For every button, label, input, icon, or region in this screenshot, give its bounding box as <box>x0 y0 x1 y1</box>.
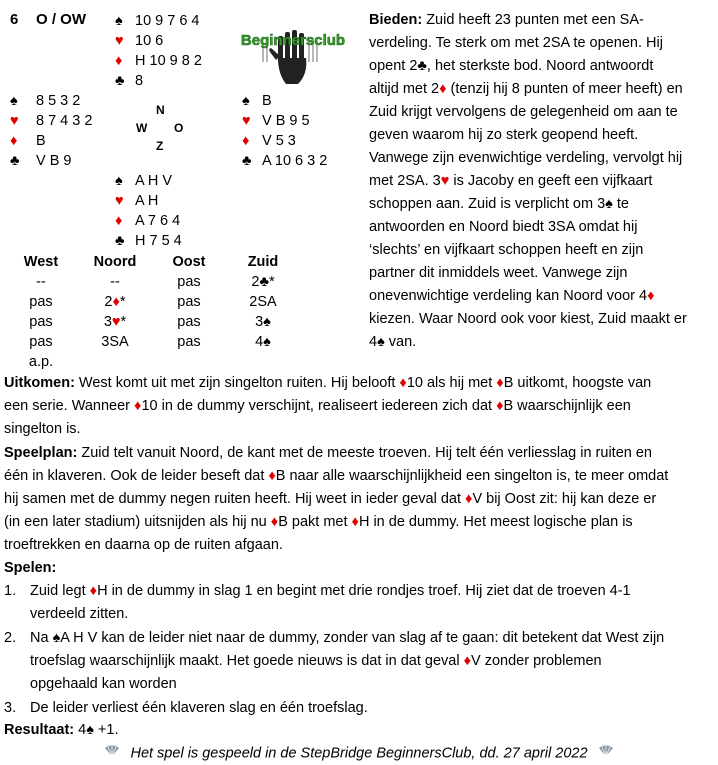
bid-cell <box>152 352 226 372</box>
east-spades: ♠ B <box>242 93 272 109</box>
uitkomen-line: singelton is. <box>4 421 81 437</box>
bid-cell: a.p. <box>28 354 54 370</box>
speelplan-line: troeftrekken en daarna op de ruiten afgaan. <box>4 537 283 553</box>
bidding-row <box>4 292 300 312</box>
bidding-table <box>4 252 300 372</box>
bid-cell: 4♠ <box>255 334 271 350</box>
board-number: 6 <box>10 11 19 28</box>
fan-icon <box>104 742 120 765</box>
list-line: opgehaald kan worden <box>30 676 177 692</box>
diamond-icon: ♦ <box>270 514 279 530</box>
bieden-line: geven waarom hij zo sterk geopend heeft. <box>369 127 639 143</box>
speelplan-line: hij samen met de dummy negen ruiten heeft. Hij weet in ieder geval dat ♦V bij Oost zit: hij kan deze er <box>4 491 657 507</box>
diamond-icon: ♦ <box>399 375 407 391</box>
bieden-line: Zuid krijgt vervolgens de gelegenheid om aan te <box>369 104 678 120</box>
west-hearts: ♥ 8 7 4 3 2 <box>10 113 93 129</box>
diamond-icon: ♦ <box>463 653 472 669</box>
bid-cell: 2♦* <box>104 294 126 310</box>
bid-cell: pas <box>29 294 53 310</box>
uitkomen-section <box>4 372 714 441</box>
heart-icon: ♥ <box>115 193 124 209</box>
speelplan-line: (in een later stadium) uitsnijden als hij nu ♦B pakt met ♦H in de dummy. Het meest logische plan is <box>4 514 633 530</box>
fan-icon <box>598 742 614 765</box>
diamond-icon: ♦ <box>115 53 123 69</box>
bidding-header-south: Zuid <box>247 254 279 270</box>
spade-icon: ♠ <box>115 173 123 189</box>
south-diamonds: ♦ A 7 6 4 <box>115 213 181 229</box>
club-icon: ♣ <box>242 153 252 169</box>
north-hearts: ♥ 10 6 <box>115 33 164 49</box>
uitkomen-label: Uitkomen: <box>4 375 75 391</box>
footer <box>0 742 718 765</box>
diamond-icon: ♦ <box>465 491 473 507</box>
bieden-line: partner dit inmiddels weet. Vanwege zijn <box>369 265 628 281</box>
bid-cell: -- <box>36 274 46 290</box>
bieden-line: verdeling. Te sterk om met 2SA te openen. Hij <box>369 35 663 51</box>
list-number: 3. <box>4 700 17 716</box>
south-hearts: ♥ A H <box>115 193 159 209</box>
list-item <box>4 580 709 626</box>
logo-text: Beginnersclub <box>240 32 346 49</box>
west-clubs: ♣ V B 9 <box>10 153 72 169</box>
speelplan-line: één in klaveren. Ook de leider beseft dat ♦B naar alle waarschijnlijkheid een singelton is, te meer omdat <box>4 468 669 484</box>
diamond-icon: ♦ <box>10 133 18 149</box>
heart-icon: ♥ <box>440 173 450 189</box>
footer-text: Het spel is gespeeld in de StepBridge BeginnersClub, dd. 27 april 2022 <box>130 745 588 762</box>
bid-cell: 3♥* <box>103 314 127 330</box>
list-item <box>4 627 709 696</box>
resultaat-value: 4♠ +1. <box>74 722 119 738</box>
west-diamonds: ♦ B <box>10 133 46 149</box>
bid-cell: 3SA <box>101 334 129 350</box>
south-clubs: ♣ H 7 5 4 <box>115 233 182 249</box>
bid-cell: pas <box>29 314 53 330</box>
diamond-icon: ♦ <box>351 514 359 530</box>
list-line: Zuid legt ♦H in de dummy in slag 1 en begint met drie rondjes troef. Hij ziet dat de troeven 4-1 <box>30 583 631 599</box>
bid-cell: pas <box>177 314 201 330</box>
diamond-icon: ♦ <box>496 375 504 391</box>
bidding-row <box>4 352 300 372</box>
bid-cell: pas <box>177 294 201 310</box>
north-diamonds: ♦ H 10 9 8 2 <box>115 53 202 69</box>
east-clubs: ♣ A 10 6 3 2 <box>242 153 328 169</box>
uitkomen-line: West komt uit met zijn singelton ruiten. Hij belooft ♦10 als hij met ♦B uitkomt, hoogste van <box>74 375 652 391</box>
north-spades: ♠ 10 9 7 6 4 <box>115 13 200 29</box>
heart-icon: ♥ <box>115 33 124 49</box>
diamond-icon: ♦ <box>268 468 276 484</box>
compass-south: Z <box>156 139 164 153</box>
bidding-header-west: West <box>23 254 59 270</box>
bidding-header <box>4 252 300 272</box>
bieden-label: Bieden: <box>369 12 423 28</box>
bieden-line: schoppen aan. Zuid is verplicht om 3♠ te <box>369 196 629 212</box>
list-line: troefslag waarschijnlijk maakt. Het goede nieuws is dat in dat geval ♦V zonder problemen <box>30 653 602 669</box>
bid-cell: pas <box>177 274 201 290</box>
north-clubs: ♣ 8 <box>115 73 144 89</box>
heart-icon: ♥ <box>242 113 251 129</box>
club-icon: ♣ <box>115 73 125 89</box>
diamond-icon: ♦ <box>439 81 447 97</box>
bieden-line: 4♠ van. <box>369 334 417 350</box>
bieden-section <box>369 9 714 354</box>
bieden-line: Zuid heeft 23 punten met een SA- <box>422 12 644 28</box>
south-spades: ♠ A H V <box>115 173 173 189</box>
spade-icon: ♠ <box>10 93 18 109</box>
speelplan-section <box>4 442 714 557</box>
speelplan-line: Zuid telt vanuit Noord, de kant met de meeste troeven. Hij telt één verliesslag in ruiten en <box>77 445 652 461</box>
bid-cell: -- <box>110 274 120 290</box>
list-line: Na ♠A H V kan de leider niet naar de dummy, zonder van slag af te gaan: dit betekent dat West zijn <box>30 630 665 646</box>
diamond-icon: ♦ <box>496 398 504 414</box>
compass-west: W <box>136 121 148 135</box>
bidding-row <box>4 272 300 292</box>
bid-cell: 3♠ <box>255 314 271 330</box>
list-number: 2. <box>4 630 17 646</box>
diamond-icon: ♦ <box>242 133 250 149</box>
bid-cell: pas <box>29 334 53 350</box>
diamond-icon: ♦ <box>134 398 142 414</box>
beginnersclub-logo <box>238 8 348 94</box>
club-icon: ♣ <box>10 153 20 169</box>
list-line: verdeeld zitten. <box>30 606 129 622</box>
list-line: De leider verliest één klaveren slag en één troefslag. <box>30 700 368 716</box>
diamond-icon: ♦ <box>112 294 120 310</box>
spelen-label: Spelen: <box>4 560 57 576</box>
bid-cell <box>226 352 300 372</box>
bieden-line: altijd met 2♦ (tenzij hij 8 punten of meer heeft) en <box>369 81 683 97</box>
bieden-line: Vanwege zijn evenwichtige verdeling, vervolgt hij <box>369 150 683 166</box>
bid-cell: 2♣* <box>251 274 275 290</box>
bieden-line: ‘slechts’ en vijfkaart schoppen heeft en zijn <box>369 242 644 258</box>
bid-cell: 2SA <box>249 294 277 310</box>
speelplan-label: Speelplan: <box>4 445 78 461</box>
club-icon: ♣ <box>115 233 125 249</box>
uitkomen-line: een serie. Wanneer ♦10 in de dummy verschijnt, realiseert iedereen zich dat ♦B waarschijnlijk een <box>4 398 631 414</box>
resultaat-section <box>4 719 119 742</box>
bieden-line: kiezen. Waar Noord ook voor kiest, Zuid maakt er <box>369 311 687 327</box>
bieden-line: onevenwichtige verdeling kan Noord voor 4♦ <box>369 288 655 304</box>
spade-icon: ♠ <box>115 13 123 29</box>
bidding-row <box>4 312 300 332</box>
bidding-row <box>4 332 300 352</box>
bid-cell <box>78 352 152 372</box>
west-spades: ♠ 8 5 3 2 <box>10 93 81 109</box>
bidding-header-east: Oost <box>172 254 206 270</box>
heart-icon: ♥ <box>111 314 121 330</box>
diamond-icon: ♦ <box>647 288 655 304</box>
bid-cell: pas <box>177 334 201 350</box>
bidding-header-north: Noord <box>93 254 137 270</box>
compass-north: N <box>156 103 165 117</box>
bieden-line: met 2SA. 3♥ is Jacoby en geeft een vijfkaart <box>369 173 653 189</box>
list-item <box>4 697 709 720</box>
spelen-list <box>4 580 709 720</box>
resultaat-label: Resultaat: <box>4 722 75 738</box>
east-diamonds: ♦ V 5 3 <box>242 133 296 149</box>
heart-icon: ♥ <box>10 113 19 129</box>
compass-east: O <box>174 121 184 135</box>
dealer-vulnerability: O / OW <box>36 11 86 28</box>
east-hearts: ♥ V B 9 5 <box>242 113 310 129</box>
list-number: 1. <box>4 583 17 599</box>
diamond-icon: ♦ <box>115 213 123 229</box>
spade-icon: ♠ <box>242 93 250 109</box>
diamond-icon: ♦ <box>89 583 98 599</box>
bieden-line: opent 2♣, het sterkste bod. Noord antwoordt <box>369 58 654 74</box>
bieden-line: antwoorden en Noord biedt 3SA omdat hij <box>369 219 638 235</box>
